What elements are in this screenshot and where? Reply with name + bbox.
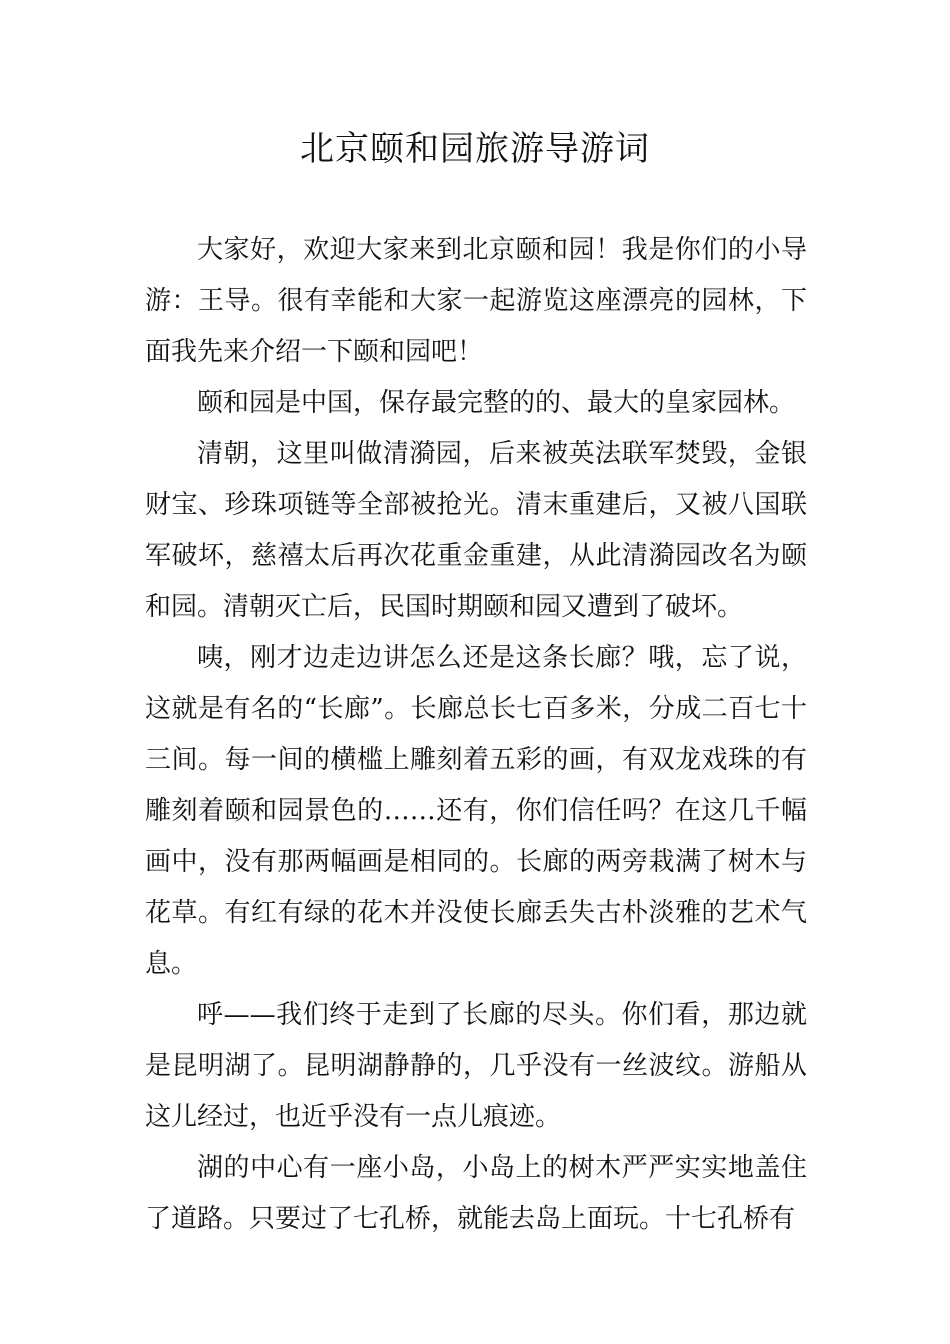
paragraph-greeting: 大家好，欢迎大家来到北京颐和园！我是你们的小导游：王导。很有幸能和大家一起游览这座漂亮的园林，下面我先来介绍一下颐和园吧！ [145,235,807,367]
paragraph-island: 湖的中心有一座小岛，小岛上的树木严严实实地盖住了道路。只要过了七孔桥，就能去岛上面玩。十七孔桥有 [145,1153,807,1234]
document-body [145,225,807,1245]
paragraph-intro: 颐和园是中国，保存最完整的的、最大的皇家园林。 [197,388,796,418]
document-title: 北京颐和园旅游导游词 [300,129,650,169]
paragraph-kunming-lake: 呼——我们终于走到了长廊的尽头。你们看，那边就是昆明湖了。昆明湖静静的，几乎没有一丝波纹。游船从这儿经过，也近乎没有一点儿痕迹。 [145,1000,807,1132]
paragraph-long-corridor: 咦，刚才边走边讲怎么还是这条长廊？哦，忘了说，这就是有名的“长廊”。长廊总长七百多米，分成二百七十三间。每一间的横槛上雕刻着五彩的画，有双龙戏珠的有雕刻着颐和园景色的……还有，你们信任吗？在这几千幅画中，没有那两幅画是相同的。长廊的两旁栽满了树木与花草。有红有绿的花木并没使长廊丢失古朴淡雅的艺术气息。 [145,643,807,979]
paragraph-history: 清朝，这里叫做清漪园，后来被英法联军焚毁，金银财宝、珍珠项链等全部被抢光。清末重建后，又被八国联军破坏，慈禧太后再次花重金重建，从此清漪园改名为颐和园。清朝灭亡后，民国时期颐和园又遭到了破坏。 [145,439,807,622]
